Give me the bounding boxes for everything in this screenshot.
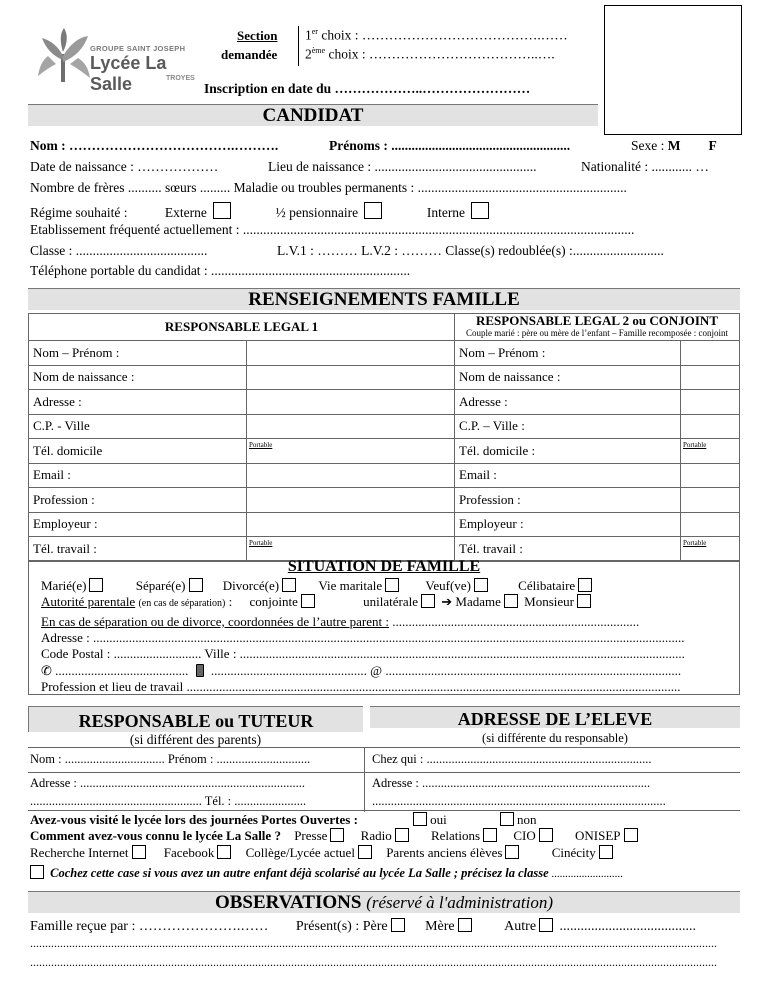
- autorite-row: Autorité parentale (en cas de séparation) : conjointe unilatérale ➔ Madame Monsieur: [41, 594, 594, 610]
- tuteur-tel-field[interactable]: ....................................................... Tél. : .......................: [30, 794, 307, 808]
- date-naissance-field[interactable]: Date de naissance : ………………: [30, 159, 219, 174]
- regime-row: Régime souhaité : Externe ½ pensionnaire Interne: [30, 202, 492, 221]
- demandee-label: demandée: [221, 47, 278, 62]
- telephone-icon: ✆: [41, 663, 52, 678]
- resp1-value[interactable]: [247, 488, 455, 513]
- cio-checkbox[interactable]: [539, 828, 553, 842]
- internet-checkbox[interactable]: [132, 845, 146, 859]
- parents-anciens-checkbox[interactable]: [505, 845, 519, 859]
- connu-row: Comment avez-vous connu le lycée La Salle ? Presse Radio Relations CIO ONISEP: [30, 828, 641, 844]
- famille-row: [29, 439, 740, 464]
- autre-parent-phones[interactable]: ✆ ......................................... ................................................ @ ...........................................................................................: [41, 663, 682, 678]
- chez-qui-field[interactable]: Chez qui : ........................................................................: [372, 752, 652, 766]
- portable-label: Portable: [683, 539, 707, 547]
- situation-famille-box: [28, 560, 740, 695]
- freres-soeurs-field[interactable]: Nombre de frères .......... sœurs ......... Maladie ou troubles permanents : ..............................................................: [30, 180, 627, 195]
- onisep-checkbox[interactable]: [624, 828, 638, 842]
- famille-table: [28, 313, 740, 562]
- resp1-value[interactable]: [247, 439, 455, 464]
- resp1-label: Email :: [29, 463, 247, 488]
- resp1-label: Employeur :: [29, 512, 247, 537]
- candidat-header: CANDIDAT: [28, 104, 598, 126]
- resp1-label: Adresse :: [29, 390, 247, 415]
- famille-row: [29, 488, 740, 513]
- recue-par-field[interactable]: Famille reçue par : ………………….……: [30, 919, 269, 934]
- section-label: Section: [237, 28, 278, 43]
- divorce-checkbox[interactable]: [282, 578, 296, 592]
- presse-checkbox[interactable]: [330, 828, 344, 842]
- autre-enfant-row: Cochez cette case si vous avez un autre enfant déjà scolarisé au lycée La Salle ; précisez la classe ..........................: [30, 865, 623, 881]
- mere-checkbox[interactable]: [458, 918, 472, 932]
- observations-line-2[interactable]: .....................................................................................................................................................................................................................................: [30, 955, 717, 969]
- resp2-label: Employeur :: [455, 512, 681, 537]
- observations-header: OBSERVATIONS (réservé à l'administration): [28, 891, 740, 913]
- madame-checkbox[interactable]: [504, 594, 518, 608]
- interne-checkbox[interactable]: [471, 202, 489, 219]
- resp2-value[interactable]: [681, 512, 740, 537]
- choix1-field[interactable]: 1er choix : ………………………………….……: [305, 27, 568, 43]
- arrow-right-icon: ➔: [441, 594, 453, 609]
- non-checkbox[interactable]: [500, 812, 514, 826]
- celibataire-checkbox[interactable]: [578, 578, 592, 592]
- unilaterale-checkbox[interactable]: [421, 594, 435, 608]
- autre-enfant-checkbox[interactable]: [30, 865, 44, 879]
- monsieur-checkbox[interactable]: [577, 594, 591, 608]
- resp1-value[interactable]: [247, 512, 455, 537]
- portes-ouvertes-row: Avez-vous visité le lycée lors des journées Portes Ouvertes : oui non: [30, 812, 537, 827]
- pere-checkbox[interactable]: [391, 918, 405, 932]
- conjointe-checkbox[interactable]: [301, 594, 315, 608]
- resp2-label: Adresse :: [455, 390, 681, 415]
- sexe-field[interactable]: Sexe : M F: [631, 138, 717, 153]
- portable-label: Portable: [683, 441, 707, 449]
- logo-line2: Lycée La Salle: [90, 53, 167, 94]
- inscription-date-field[interactable]: Inscription en date du ………………..……………………: [204, 81, 531, 96]
- separe-checkbox[interactable]: [189, 578, 203, 592]
- school-logo: [34, 26, 204, 94]
- veuf-checkbox[interactable]: [474, 578, 488, 592]
- resp2-value[interactable]: [681, 414, 740, 439]
- tuteur-adresse-field[interactable]: Adresse : ........................................................................: [30, 776, 305, 790]
- externe-checkbox[interactable]: [213, 202, 231, 219]
- resp1-label: C.P. - Ville: [29, 414, 247, 439]
- tuteur-nom-field[interactable]: Nom : ................................ Prénom : ..............................: [30, 752, 311, 766]
- resp1-value[interactable]: [247, 341, 455, 366]
- resp1-label: Nom – Prénom :: [29, 341, 247, 366]
- cinecity-checkbox[interactable]: [599, 845, 613, 859]
- resp2-value[interactable]: [681, 439, 740, 464]
- resp2-title: RESPONSABLE LEGAL 2 ou CONJOINT Couple marié : père ou mère de l’enfant – Famille recomposée : conjoint: [455, 314, 740, 341]
- section-divider: [298, 26, 299, 66]
- radio-checkbox[interactable]: [395, 828, 409, 842]
- nom-field[interactable]: Nom : ……………………………….……….: [30, 138, 279, 153]
- observations-recue-row: Famille reçue par : ………………….…… Présent(s) : Père Mère Autre .......................................: [30, 919, 697, 934]
- resp2-value[interactable]: [681, 341, 740, 366]
- resp1-title: RESPONSABLE LEGAL 1: [29, 314, 455, 341]
- resp2-label: C.P. – Ville :: [455, 414, 681, 439]
- tuteur-eleve-grid: [28, 747, 740, 811]
- resp2-label: Nom de naissance :: [455, 365, 681, 390]
- resp1-label: Tél. travail :: [29, 537, 247, 562]
- resp1-value[interactable]: [247, 365, 455, 390]
- observations-line-1[interactable]: .....................................................................................................................................................................................................................................: [30, 936, 717, 950]
- resp1-value[interactable]: [247, 414, 455, 439]
- eleve-adresse-sub: (si différente du responsable): [482, 731, 628, 745]
- resp1-value[interactable]: [247, 390, 455, 415]
- famille-row: [29, 512, 740, 537]
- logo-line3: TROYES: [166, 75, 195, 82]
- classe-field[interactable]: Classe : .......................................: [30, 243, 208, 258]
- connu-row2: Recherche Internet Facebook Collège/Lycée actuel Parents anciens élèves Cinécity: [30, 845, 616, 861]
- famille-row: [29, 463, 740, 488]
- eleve-adresse-field[interactable]: Adresse : .........................................................................: [372, 776, 651, 790]
- autre-parent-row[interactable]: En cas de séparation ou de divorce, coordonnées de l’autre parent : ............................................................................: [41, 614, 640, 629]
- relations-checkbox[interactable]: [483, 828, 497, 842]
- eleve-adresse-header: ADRESSE DE L’ELEVE: [370, 706, 740, 728]
- facebook-checkbox[interactable]: [217, 845, 231, 859]
- resp2-label: Profession :: [455, 488, 681, 513]
- telephone-candidat-field[interactable]: Téléphone portable du candidat : ...........................................................: [30, 263, 411, 278]
- tuteur-header: RESPONSABLE ou TUTEUR: [28, 706, 363, 732]
- autre-parent-adresse[interactable]: Adresse : ......................................................................................................................................................................................: [41, 630, 685, 645]
- resp2-label: Nom – Prénom :: [455, 341, 681, 366]
- prenoms-field[interactable]: Prénoms : .....................................................: [329, 138, 571, 153]
- autre-parent-profession[interactable]: Profession et lieu de travail ........................................................................................................................................................: [41, 679, 681, 694]
- resp2-value[interactable]: [681, 463, 740, 488]
- eleve-adresse2-field[interactable]: ..............................................................................................: [372, 794, 666, 808]
- marie-checkbox[interactable]: [89, 578, 103, 592]
- famille-row: [29, 365, 740, 390]
- choix2-field[interactable]: 2ème choix : ………………………………..….: [305, 46, 555, 62]
- resp1-label: Nom de naissance :: [29, 365, 247, 390]
- resp1-label: Tél. domicile: [29, 439, 247, 464]
- famille-row: [29, 390, 740, 415]
- tuteur-sub: (si différent des parents): [129, 732, 262, 747]
- lieu-naissance-field[interactable]: Lieu de naissance : ................................................: [268, 159, 537, 174]
- vie-maritale-checkbox[interactable]: [385, 578, 399, 592]
- situation-title: SITUATION DE FAMILLE: [287, 558, 481, 575]
- etablissement-field[interactable]: Etablissement fréquenté actuellement : ....................................................................................................................: [30, 222, 635, 237]
- resp2-value[interactable]: [681, 488, 740, 513]
- resp1-label: Profession :: [29, 488, 247, 513]
- logo-tree-icon: [34, 26, 92, 84]
- langues-field[interactable]: L.V.1 : ……… L.V.2 : ……… Classe(s) redoublée(s) :...........................: [277, 243, 664, 258]
- famille-row: [29, 341, 740, 366]
- logo-line1: GROUPE SAINT JOSEPH: [90, 44, 186, 53]
- famille-row: [29, 414, 740, 439]
- resp2-label: Email :: [455, 463, 681, 488]
- resp1-value[interactable]: [247, 463, 455, 488]
- resp2-value[interactable]: [681, 365, 740, 390]
- nationalite-field[interactable]: Nationalité : ............ …: [581, 159, 709, 174]
- resp2-value[interactable]: [681, 390, 740, 415]
- oui-checkbox[interactable]: [413, 812, 427, 826]
- photo-box[interactable]: [604, 5, 742, 135]
- autre-checkbox[interactable]: [539, 918, 553, 932]
- college-checkbox[interactable]: [358, 845, 372, 859]
- autre-parent-cp-ville[interactable]: Code Postal : ........................... Ville : .........................................................................................................................................: [41, 646, 685, 661]
- demi-pension-checkbox[interactable]: [364, 202, 382, 219]
- portable-label: Portable: [249, 441, 273, 449]
- situation-status-row: Marié(e) Séparé(e) Divorcé(e) Vie maritale Veuf(ve) Célibataire: [41, 578, 595, 594]
- resp2-label: Tél. travail :: [455, 537, 681, 562]
- famille-header: RENSEIGNEMENTS FAMILLE: [28, 288, 740, 310]
- resp2-label: Tél. domicile :: [455, 439, 681, 464]
- mobile-phone-icon: [196, 664, 204, 677]
- portable-label: Portable: [249, 539, 273, 547]
